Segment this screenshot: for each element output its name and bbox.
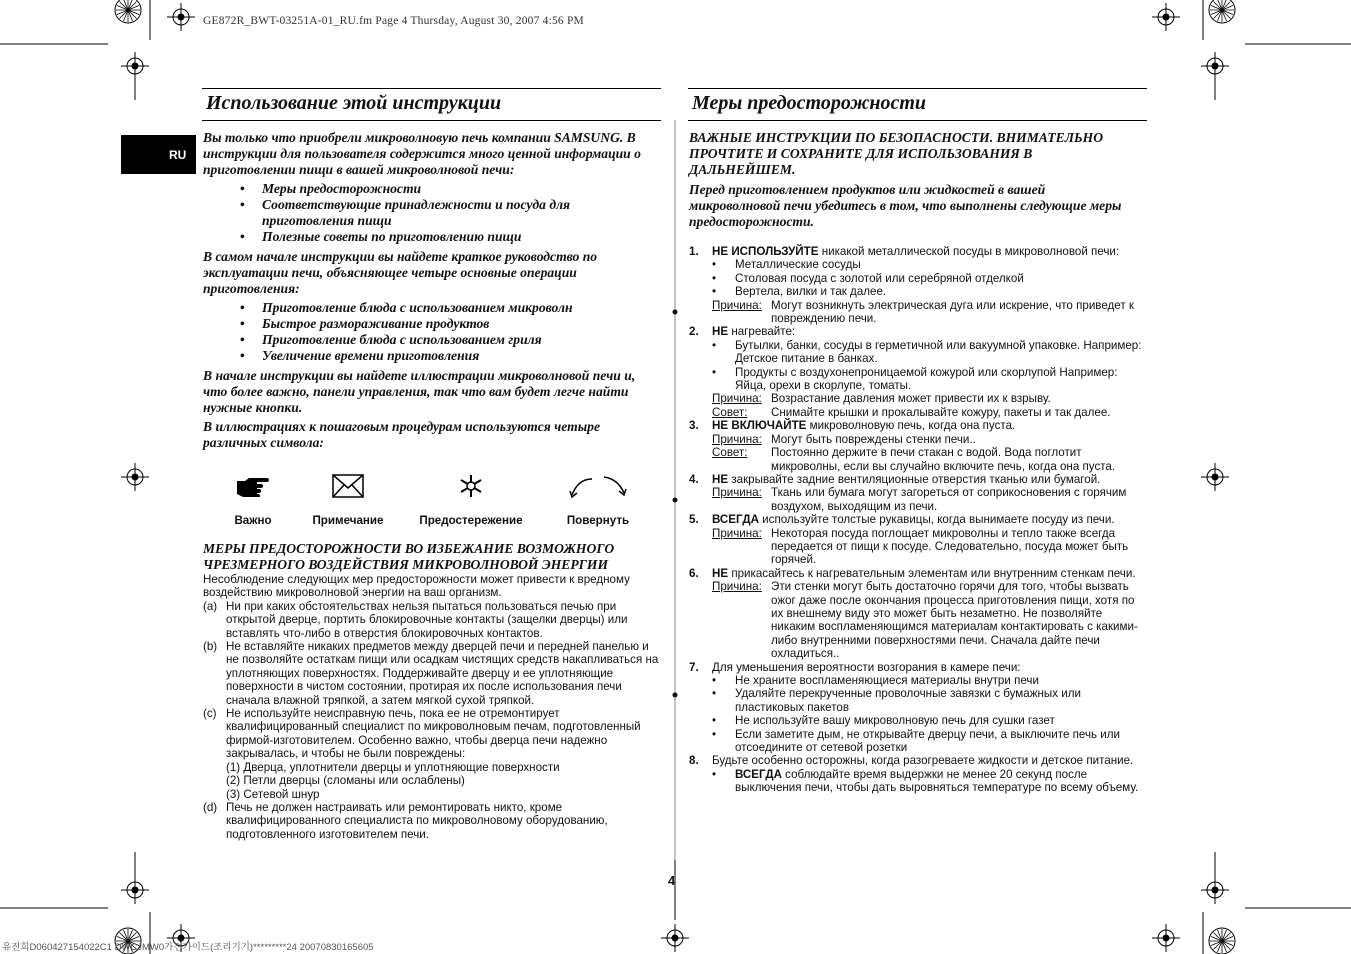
safety-item-7 [689, 661, 1149, 755]
list-item: • Не храните воспламеняющиеся материалы внутри печи [712, 674, 1149, 687]
before-paragraph: Перед приготовлением продуктов или жидкостей в вашей микроволновой печи убедитесь в том, что выполнены следующие меры предосторожности. [689, 182, 1122, 229]
energy-title: МЕРЫ ПРЕДОСТОРОЖНОСТИ ВО ИЗБЕЖАНИЕ ВОЗМОЖНОГО ЧРЕЗМЕРНОГО ВОЗДЕЙСТВИЯ МИКРОВОЛНОВОЙ ЭНЕРГИИ [203, 541, 615, 572]
item-number: 1. [689, 245, 699, 258]
reason-key-text: Причина [712, 526, 759, 540]
tip [712, 446, 1149, 473]
item-number: 5. [689, 513, 699, 527]
item-text: Ни при каких обстоятельствах нельзя пытаться пользоваться печью при открытой дверце, портить блокировочные контакты (защелки дверцы) или вставлять что-либо в отверстия блокировочных контактов. [226, 599, 628, 640]
reason-text: Ткань или бумага могут загореться от соприкосновения с горячим воздухом, выходящим из печи. [771, 486, 1127, 513]
intro-paragraph: Вы только что приобрели микроволновую печь компании SAMSUNG. В инструкции для пользователя содержится много ценной информации о приготовлении пищи в вашей микроволновой печи: [203, 130, 641, 177]
item-number: 6. [689, 566, 699, 580]
tip-key: Совет: [712, 446, 748, 460]
sub-item: (1) Дверца, уплотнители дверцы и уплотняющие поверхности [226, 760, 560, 774]
symbol-turn [543, 468, 653, 527]
item-text: используйте толстые рукавицы, когда вынимаете посуду из печи. [758, 513, 1115, 527]
pointing-hand-icon [235, 475, 271, 497]
list-item: • Столовая посуда с золотой или серебряной отделкой [712, 272, 1149, 285]
item-key: (c) [203, 707, 217, 721]
symbol-label: Важно [234, 514, 272, 527]
item-text: Для уменьшения вероятности возгорания в камере печи: [712, 660, 1021, 674]
tip-text: Снимайте крышки и прокалывайте кожуру, пакеты и так далее. [771, 405, 1111, 419]
symbols-intro-paragraph: В иллюстрациях к пошаговым процедурам используются четыре различных символа: [203, 419, 600, 450]
guide-list [203, 300, 661, 364]
reason-key: Причина: [712, 432, 762, 446]
reason [712, 299, 1149, 326]
item-text: микроволновую печь, когда она пуста. [806, 419, 1016, 433]
energy-item [203, 707, 663, 801]
item-number: 8. [689, 754, 699, 768]
tip [712, 406, 1149, 419]
reason [712, 527, 1149, 567]
item-text: Не вставляйте никаких предметов между дверцей печи и передней панелью и не позволяйте остаткам пищи или осадкам чистящих средств накапливаться на уплотняющих поверхностях. Поддерживайте дверцу и ее уплотняющие поверхности в чистом состоянии, протирая их после использования печи сначала влажной тряпкой, а затем мягкой сухой тряпкой. [226, 640, 659, 707]
list-item: • Соответствующие принадлежности и посуда для приготовления пищи [203, 197, 661, 229]
list-item: • Приготовление блюда с использованием микроволн [203, 300, 661, 316]
list-item: • Меры предосторожности [203, 181, 661, 197]
energy-item [203, 640, 663, 707]
reason-text: Некоторая посуда поглощает микроволны и тепло также всегда передается от пищи к посуде. Следовательно, посуда может быть горячей. [771, 526, 1129, 567]
language-tab [121, 135, 196, 174]
reason-key: Причина: [712, 298, 762, 312]
left-title-rule-bottom [202, 120, 661, 121]
symbol-label: Повернуть [566, 514, 630, 527]
reason-key: Причина: [712, 526, 762, 540]
energy-item [203, 801, 663, 841]
energy-item [203, 600, 663, 640]
item-text: Не используйте неисправную печь, пока ее не отремонтирует квалифицированный специалист по микроволновым печам, подготовленный фирмой-изготовителем. Особенно важно, чтобы дверца печи надежно закрывалась, и чтобы не были повреждены: [226, 707, 641, 761]
item-number: 7. [689, 660, 699, 674]
reason-key: Причина: [712, 486, 762, 500]
reason-key-text: Причина [712, 298, 759, 312]
symbol-label: Предостережение [419, 514, 523, 527]
reason-key: Причина: [712, 580, 762, 594]
list-item: • Если заметите дым, не открывайте дверцу печи, а выключите печь или отсоедините от сетевой розетки [712, 728, 1149, 755]
safety-item-1 [689, 245, 1149, 325]
item-text: закрывайте задние вентиляционные отверстия тканью или бумагой. [728, 472, 1101, 486]
safety-list [689, 245, 1149, 795]
item-bold: НЕ [712, 566, 729, 580]
list-item: • Увеличение времени приготовления [203, 348, 661, 364]
item-key: (a) [203, 599, 218, 613]
reason-text: Возрастание давления может привести их к взрыву. [771, 392, 1051, 406]
energy-section [203, 573, 663, 841]
item-text: никакой металлической посуды в микроволновой печи: [818, 245, 1120, 258]
safety-item-6 [689, 567, 1149, 661]
safety-item-3 [689, 419, 1149, 473]
sub-item: (2) Петли дверцы (сломаны или ослаблены) [226, 774, 465, 788]
reason-text: Могут возникнуть электрическая дуга или искрение, что приведет к повреждению печи. [771, 298, 1134, 326]
list-item: • Не используйте вашу микроволновую печь для сушки газет [712, 714, 1149, 727]
item-text: Печь не должен настраивать или ремонтировать никто, кроме квалифицированного специалиста по микроволновому оборудованию, подготовленного изготовителем печи. [226, 800, 608, 841]
list-item: • Приготовление блюда с использованием гриля [203, 332, 661, 348]
reason-key-text: Причина [712, 392, 759, 406]
file-header-line: GE872R_BWT-03251A-01_RU.fm Page 4 Thursday, August 30, 2007 4:56 PM [203, 15, 584, 27]
illustration-paragraph: В начале инструкции вы найдете иллюстрации микроволновой печи и, что более важно, панели управления, так что вам будет легче найти нужные кнопки. [203, 368, 636, 415]
right-section-title: Меры предосторожности [692, 92, 927, 114]
reason-text: Эти стенки могут быть достаточно горячи для того, чтобы вызвать ожог даже после окончания процесса приготовления пищи, хотя по их внешнему виду это может быть незаметно. Не позволяйте никаким воспламеняющимся материалам контактировать с какими-либо внутренними поверхностями печи. Сначала дайте печи охладиться.. [771, 580, 1138, 661]
reason [712, 486, 1149, 513]
envelope-icon [332, 474, 364, 498]
safety-item-8 [689, 754, 1149, 794]
item-key: (b) [203, 640, 218, 654]
left-section-title: Использование этой инструкции [206, 92, 502, 114]
item-bold: ВСЕГДА [712, 513, 759, 527]
page-number: 4 [668, 873, 676, 888]
energy-intro: Несоблюдение следующих мер предосторожности может привести к вредному воздействию микроволновой энергии на ваш организм. [203, 573, 630, 600]
symbol-label: Примечание [312, 514, 384, 527]
item-text: прикасайтесь к нагревательным элементам или внутренним стенкам печи. [728, 566, 1136, 580]
tip-key: Совет: [712, 405, 748, 419]
symbol-important [198, 468, 308, 527]
safety-item-4 [689, 473, 1149, 513]
item-number: 3. [689, 419, 699, 433]
safety-item-2 [689, 325, 1149, 419]
list-item: • Продукты с воздухонепроницаемой кожурой или скорлупой Например: Яйца, орехи в скорлупе, томаты. [712, 366, 1149, 393]
item-bold: НЕ ВКЛЮЧАЙТЕ [712, 419, 807, 433]
symbol-caution [416, 468, 526, 527]
right-title-rule-top [688, 88, 1147, 89]
list-item: • Бутылки, банки, сосуды в герметичной или вакуумной упаковке. Например: Детское питание в банках. [712, 339, 1149, 366]
reason [712, 580, 1149, 660]
left-title-rule-top [202, 88, 661, 89]
item-number: 4. [689, 472, 699, 486]
tip-text: Постоянно держите в печи стакан с водой. Вода поглотит микроволны, если вы случайно включите печь, когда она пуста. [771, 446, 1116, 473]
item-number: 2. [689, 325, 699, 339]
turn-arrows-icon [568, 473, 628, 499]
reason-key-text: Причина [712, 486, 759, 500]
safety-item-5 [689, 513, 1149, 567]
footer-line: 유진희D060427154022C1 DWCJMW0가전가이드(조리기기)*********24 20070830165605 [2, 942, 374, 953]
list-item [712, 768, 1149, 795]
item-bold: НЕ [712, 325, 729, 339]
list-item: • Вертела, вилки и так далее. [712, 285, 1149, 298]
item-key: (d) [203, 800, 218, 814]
intro-list [203, 181, 661, 245]
right-title-rule-bottom [688, 120, 1147, 121]
list-item: • Быстрое размораживание продуктов [203, 316, 661, 332]
list-item: • Удаляйте перекрученные проволочные завязки с бумажных или пластиковых пакетов [712, 687, 1149, 714]
reason-key-text: Причина [712, 580, 759, 594]
symbol-note [293, 468, 403, 527]
safety-intro-block [689, 130, 1134, 233]
item-bold: ВСЕГДА [735, 767, 782, 781]
item-text: соблюдайте время выдержки не менее 20 секунд после выключения печи, чтобы дать выровняться температуре по всему объему. [735, 767, 1139, 795]
list-item: • Полезные советы по приготовлению пищи [203, 229, 661, 245]
item-text: нагревайте: [728, 325, 796, 339]
guide-paragraph: В самом начале инструкции вы найдете краткое руководство по эксплуатации печи, объясняющее четыре основные операции приготовления: [203, 249, 598, 296]
reason-text: Могут быть повреждены стенки печи.. [771, 432, 976, 446]
list-item: • Металлические сосуды [712, 258, 1149, 271]
usage-intro-block [203, 130, 661, 454]
item-bold: НЕ [712, 472, 729, 486]
reason [712, 433, 1149, 446]
sub-item: (3) Сетевой шнур [226, 787, 320, 801]
reason-key: Причина: [712, 392, 762, 406]
reason [712, 392, 1149, 405]
item-text: Будьте особенно осторожны, когда разогреваете жидкости и детское питание. [712, 754, 1134, 768]
item-bold: НЕ ИСПОЛЬЗУЙТЕ [712, 245, 819, 258]
important-heading: ВАЖНЫЕ ИНСТРУКЦИИ ПО БЕЗОПАСНОСТИ. ВНИМАТЕЛЬНО ПРОЧТИТЕ И СОХРАНИТЕ ДЛЯ ИСПОЛЬЗОВАНИЯ В ДАЛЬНЕЙШЕМ. [689, 130, 1104, 177]
language-tab-label: RU [169, 148, 187, 162]
reason-key-text: Причина [712, 432, 759, 446]
asterisk-icon [458, 473, 484, 499]
